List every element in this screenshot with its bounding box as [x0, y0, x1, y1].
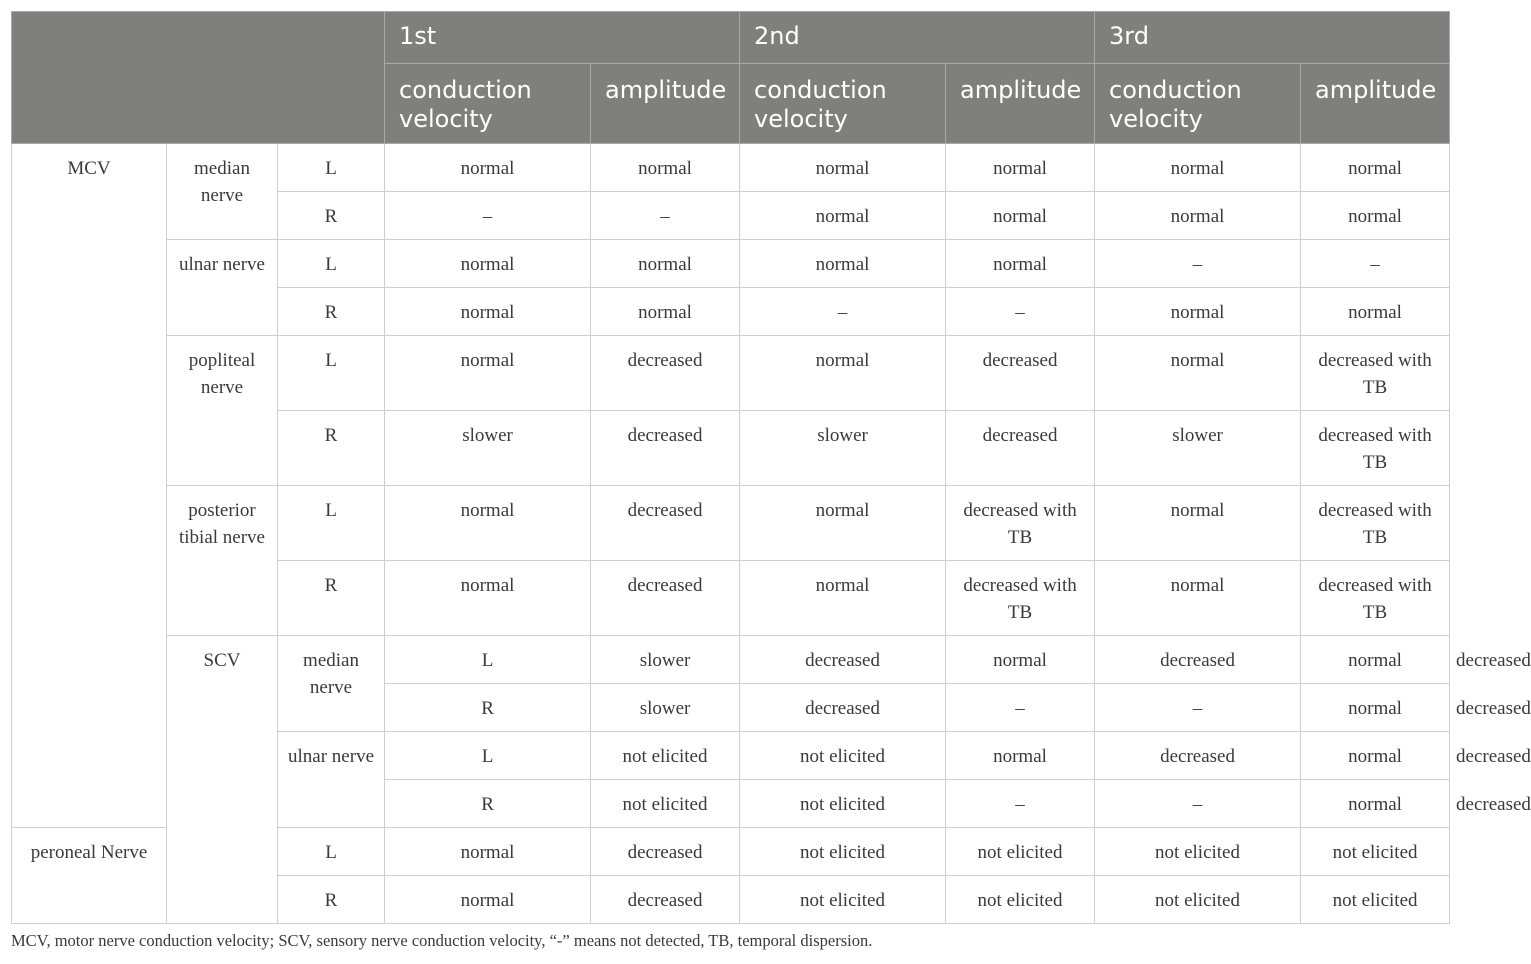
- value-cell: –: [946, 684, 1095, 732]
- table-row: SCV median nerve L slower decreased normal decreased normal decreased: [12, 636, 1450, 684]
- value-cell: normal: [1301, 144, 1450, 192]
- side-cell: L: [385, 636, 591, 684]
- value-cell: –: [1301, 240, 1450, 288]
- side-cell: L: [278, 240, 385, 288]
- side-cell: R: [385, 684, 591, 732]
- table-row: [12, 336, 1450, 411]
- value-cell: normal: [385, 561, 591, 636]
- side-cell: L: [385, 732, 591, 780]
- value-cell: decreased: [591, 828, 740, 876]
- nerve-label: popliteal nerve: [167, 336, 278, 486]
- value-cell: decreased: [591, 336, 740, 411]
- side-cell: R: [278, 876, 385, 924]
- side-cell: L: [278, 486, 385, 561]
- nerve-label: median nerve: [167, 144, 278, 240]
- side-cell: R: [278, 192, 385, 240]
- table-row: [12, 486, 1450, 561]
- value-cell: normal: [1095, 192, 1301, 240]
- value-cell: normal: [946, 240, 1095, 288]
- value-cell: normal: [740, 240, 946, 288]
- value-cell: normal: [740, 192, 946, 240]
- value-cell: not elicited: [740, 780, 946, 828]
- value-cell: normal: [1095, 288, 1301, 336]
- value-cell: decreased: [591, 411, 740, 486]
- value-cell: normal: [740, 561, 946, 636]
- nerve-conduction-table-container: [11, 11, 1531, 924]
- value-cell: –: [946, 288, 1095, 336]
- value-cell: decreased: [591, 486, 740, 561]
- nerve-label: ulnar nerve: [278, 732, 385, 828]
- value-cell: not elicited: [946, 828, 1095, 876]
- value-cell: –: [740, 288, 946, 336]
- value-cell: not elicited: [1095, 876, 1301, 924]
- value-cell: slower: [591, 636, 740, 684]
- nerve-label: peroneal Nerve: [12, 828, 167, 924]
- side-cell: L: [278, 144, 385, 192]
- header-conduction-velocity: conduction velocity: [740, 64, 946, 144]
- value-cell: not elicited: [591, 732, 740, 780]
- value-cell: normal: [946, 636, 1095, 684]
- value-cell: not elicited: [740, 876, 946, 924]
- value-cell: normal: [1301, 288, 1450, 336]
- value-cell: decreased: [591, 561, 740, 636]
- nerve-conduction-table: [11, 11, 1531, 924]
- value-cell: normal: [1095, 561, 1301, 636]
- value-cell: normal: [1095, 486, 1301, 561]
- value-cell: not elicited: [1301, 828, 1450, 876]
- header-amplitude: amplitude: [946, 64, 1095, 144]
- table-row: [12, 144, 1450, 192]
- value-cell: slower: [1095, 411, 1301, 486]
- header-conduction-velocity: conduction velocity: [385, 64, 591, 144]
- value-cell: normal: [946, 732, 1095, 780]
- header-blank-cell: [12, 12, 385, 144]
- value-cell: not elicited: [740, 828, 946, 876]
- value-cell: normal: [946, 192, 1095, 240]
- value-cell: normal: [946, 144, 1095, 192]
- side-cell: L: [278, 336, 385, 411]
- value-cell: normal: [740, 486, 946, 561]
- side-cell: R: [278, 411, 385, 486]
- value-cell: normal: [1095, 336, 1301, 411]
- value-cell: normal: [591, 240, 740, 288]
- side-cell: R: [278, 288, 385, 336]
- value-cell: decreased with TB: [1301, 486, 1450, 561]
- table-row: ulnar nerve L not elicited not elicited normal decreased normal decreased: [12, 732, 1450, 780]
- value-cell: normal: [591, 288, 740, 336]
- value-cell: –: [1095, 684, 1301, 732]
- value-cell: not elicited: [1301, 876, 1450, 924]
- table-header: [12, 12, 1450, 144]
- value-cell: decreased with TB: [946, 486, 1095, 561]
- side-cell: R: [385, 780, 591, 828]
- value-cell: normal: [385, 240, 591, 288]
- value-cell: not elicited: [1095, 828, 1301, 876]
- value-cell: normal: [1301, 636, 1450, 684]
- header-amplitude: amplitude: [591, 64, 740, 144]
- value-cell: normal: [591, 144, 740, 192]
- value-cell: –: [385, 192, 591, 240]
- value-cell: –: [1095, 780, 1301, 828]
- value-cell: slower: [740, 411, 946, 486]
- value-cell: decreased with TB: [1301, 561, 1450, 636]
- value-cell: normal: [385, 876, 591, 924]
- header-conduction-velocity: conduction velocity: [1095, 64, 1301, 144]
- table-footnote: MCV, motor nerve conduction velocity; SCV, sensory nerve conduction velocity, “-” means not detected, TB, temporal dispersion.: [11, 931, 873, 950]
- value-cell: normal: [1301, 732, 1450, 780]
- side-cell: R: [278, 561, 385, 636]
- value-cell: decreased with TB: [1301, 336, 1450, 411]
- table-row: [12, 240, 1450, 288]
- table-row: R not elicited not elicited – – normal decreased: [12, 780, 1450, 828]
- value-cell: decreased: [1095, 732, 1301, 780]
- value-cell: normal: [740, 144, 946, 192]
- header-visit-1st: 1st: [385, 12, 740, 64]
- value-cell: –: [591, 192, 740, 240]
- value-cell: –: [1095, 240, 1301, 288]
- nerve-label: ulnar nerve: [167, 240, 278, 336]
- value-cell: normal: [740, 336, 946, 411]
- value-cell: decreased: [1095, 636, 1301, 684]
- value-cell: not elicited: [591, 780, 740, 828]
- header-visit-2nd: 2nd: [740, 12, 1095, 64]
- value-cell: decreased: [740, 684, 946, 732]
- value-cell: decreased: [740, 636, 946, 684]
- value-cell: normal: [385, 144, 591, 192]
- value-cell: decreased: [591, 876, 740, 924]
- side-cell: L: [278, 828, 385, 876]
- header-visit-3rd: 3rd: [1095, 12, 1450, 64]
- value-cell: normal: [385, 336, 591, 411]
- value-cell: normal: [1301, 684, 1450, 732]
- header-amplitude: amplitude: [1301, 64, 1450, 144]
- value-cell: normal: [1301, 780, 1450, 828]
- group-label-scv: SCV: [167, 636, 278, 924]
- value-cell: normal: [385, 828, 591, 876]
- group-label-mcv: MCV: [12, 144, 167, 828]
- table-row: R slower decreased – – normal decreased: [12, 684, 1450, 732]
- value-cell: normal: [385, 486, 591, 561]
- value-cell: decreased: [946, 411, 1095, 486]
- value-cell: not elicited: [740, 732, 946, 780]
- value-cell: normal: [1301, 192, 1450, 240]
- value-cell: decreased with TB: [946, 561, 1095, 636]
- value-cell: normal: [1095, 144, 1301, 192]
- value-cell: –: [946, 780, 1095, 828]
- nerve-label: posterior tibial nerve: [167, 486, 278, 636]
- table-body: [12, 144, 1531, 924]
- value-cell: slower: [591, 684, 740, 732]
- value-cell: slower: [385, 411, 591, 486]
- nerve-label: median nerve: [278, 636, 385, 732]
- value-cell: decreased with TB: [1301, 411, 1450, 486]
- value-cell: not elicited: [946, 876, 1095, 924]
- value-cell: decreased: [946, 336, 1095, 411]
- value-cell: normal: [385, 288, 591, 336]
